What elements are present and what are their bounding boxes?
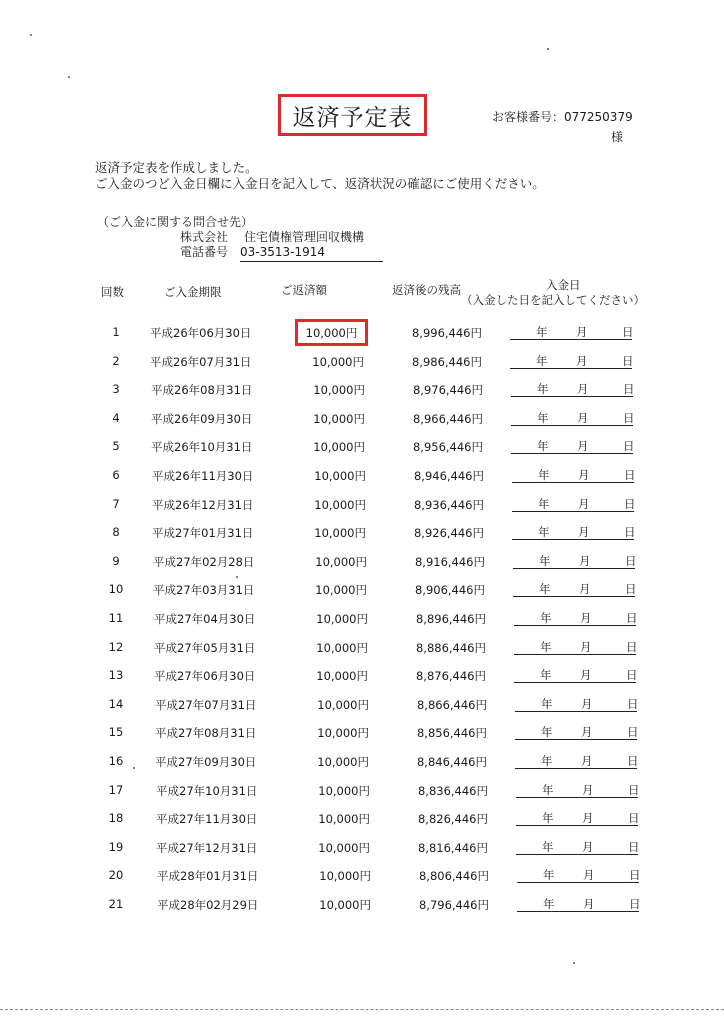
paid-date-month-label: 月 — [582, 840, 594, 854]
due-date: 平成27年04月30日 — [154, 612, 256, 626]
table-row — [0, 525, 724, 545]
remaining-balance: 8,806,446円 — [418, 869, 489, 883]
paid-date-month-label: 月 — [576, 354, 588, 368]
scan-speck — [573, 962, 575, 964]
paid-date-day-label: 日 — [627, 697, 639, 711]
payment-amount: 10,000円 — [318, 812, 370, 826]
table-row — [0, 840, 724, 860]
table-row — [0, 697, 724, 717]
payment-amount: 10,000円 — [318, 784, 370, 798]
payment-amount: 10,000円 — [316, 669, 368, 683]
table-row — [0, 811, 724, 831]
payment-amount: 10,000円 — [314, 498, 366, 512]
scan-speck — [133, 767, 135, 769]
due-date: 平成27年06月30日 — [154, 669, 256, 683]
row-number: 3 — [112, 382, 120, 396]
due-date: 平成27年11月30日 — [156, 812, 258, 826]
row-number: 14 — [108, 697, 124, 711]
paid-date-field[interactable] — [511, 439, 633, 454]
paid-date-field[interactable] — [510, 325, 632, 340]
paid-date-field[interactable] — [515, 697, 637, 712]
table-row — [0, 668, 724, 688]
remaining-balance: 8,836,446円 — [417, 784, 488, 798]
paid-date-field[interactable] — [513, 554, 635, 569]
paid-date-month-label: 月 — [578, 497, 590, 511]
row-number: 17 — [108, 783, 124, 797]
paid-date-year-label: 年 — [538, 468, 550, 482]
due-date: 平成26年10月31日 — [151, 440, 253, 454]
due-date: 平成27年01月31日 — [152, 526, 254, 540]
paid-date-field[interactable] — [514, 668, 636, 683]
contact-heading: （ご入金に関する問合せ先） — [97, 215, 254, 229]
row-number: 15 — [108, 725, 124, 739]
paid-date-field[interactable] — [515, 754, 637, 769]
paid-date-month-label: 月 — [578, 468, 590, 482]
paid-date-day-label: 日 — [624, 468, 636, 482]
remaining-balance: 8,886,446円 — [415, 641, 486, 655]
payment-amount-highlighted: 10,000円 — [295, 319, 368, 346]
table-row — [0, 640, 724, 660]
paid-date-field[interactable] — [512, 497, 634, 512]
paid-date-year-label: 年 — [542, 783, 554, 797]
paid-date-year-label: 年 — [540, 668, 552, 682]
paid-date-year-label: 年 — [538, 525, 550, 539]
row-number: 13 — [108, 668, 124, 682]
table-row — [0, 725, 724, 745]
paid-date-month-label: 月 — [577, 439, 589, 453]
phone-label: 電話番号 — [180, 245, 229, 259]
paid-date-day-label: 日 — [623, 382, 635, 396]
paid-date-year-label: 年 — [536, 354, 548, 368]
paid-date-month-label: 月 — [581, 697, 593, 711]
paid-date-month-label: 月 — [580, 668, 592, 682]
payment-amount: 10,000円 — [317, 698, 369, 712]
remaining-balance: 8,916,446円 — [414, 555, 485, 569]
paid-date-month-label: 月 — [580, 640, 592, 654]
header-no: 回数 — [101, 285, 124, 299]
row-number: 11 — [108, 611, 124, 625]
paid-date-field[interactable] — [513, 582, 635, 597]
paid-date-year-label: 年 — [536, 325, 548, 339]
remaining-balance: 8,946,446円 — [413, 469, 484, 483]
header-paid: 入金日 — [546, 278, 581, 292]
payment-amount: 10,000円 — [316, 641, 368, 655]
remaining-balance: 8,986,446円 — [411, 355, 482, 369]
row-number: 6 — [112, 468, 120, 482]
paid-date-year-label: 年 — [542, 811, 554, 825]
paid-date-month-label: 月 — [581, 725, 593, 739]
remaining-balance: 8,816,446円 — [417, 841, 488, 855]
paid-date-month-label: 月 — [580, 611, 592, 625]
paid-date-month-label: 月 — [583, 868, 595, 882]
scan-speck — [547, 48, 549, 50]
table-row — [0, 582, 724, 602]
row-number: 2 — [112, 354, 120, 368]
scan-speck — [30, 34, 32, 36]
due-date: 平成27年05月31日 — [154, 641, 256, 655]
remaining-balance: 8,876,446円 — [415, 669, 486, 683]
due-date: 平成27年10月31日 — [156, 784, 258, 798]
row-number: 9 — [112, 554, 120, 568]
paid-date-field[interactable] — [517, 868, 639, 883]
table-row — [0, 868, 724, 888]
document-title-text: 返済予定表 — [292, 104, 413, 131]
header-amount: ご返済額 — [281, 283, 327, 297]
table-row — [0, 783, 724, 803]
remaining-balance: 8,966,446円 — [412, 412, 483, 426]
remaining-balance: 8,896,446円 — [415, 612, 486, 626]
paid-date-field[interactable] — [517, 897, 639, 912]
paid-date-day-label: 日 — [625, 554, 637, 568]
remaining-balance: 8,856,446円 — [416, 726, 487, 740]
remaining-balance: 8,906,446円 — [414, 583, 485, 597]
paid-date-month-label: 月 — [582, 783, 594, 797]
due-date: 平成26年08月31日 — [151, 383, 253, 397]
paid-date-day-label: 日 — [622, 325, 634, 339]
intro-line-2: ご入金のつど入金日欄に入金日を記入して、返済状況の確認にご使用ください。 — [95, 176, 545, 191]
row-number: 16 — [108, 754, 124, 768]
row-number: 12 — [108, 640, 124, 654]
row-number: 4 — [112, 411, 120, 425]
table-row — [0, 611, 724, 631]
table-row — [0, 382, 724, 402]
paid-date-day-label: 日 — [622, 354, 634, 368]
paid-date-day-label: 日 — [628, 840, 640, 854]
row-number: 21 — [108, 897, 124, 911]
row-number: 19 — [108, 840, 124, 854]
paid-date-month-label: 月 — [583, 897, 595, 911]
intro-line-1: 返済予定表を作成しました。 — [95, 160, 258, 175]
document-title — [278, 94, 427, 136]
payment-amount: 10,000円 — [314, 469, 366, 483]
paid-date-day-label: 日 — [624, 497, 636, 511]
paid-date-year-label: 年 — [537, 439, 549, 453]
payment-amount: 10,000円 — [313, 383, 365, 397]
paid-date-day-label: 日 — [626, 611, 638, 625]
row-number: 5 — [112, 439, 120, 453]
table-row — [0, 897, 724, 917]
payment-amount: 10,000円 — [315, 583, 367, 597]
payment-amount: 10,000円 — [316, 612, 368, 626]
paid-date-field[interactable] — [511, 411, 633, 426]
remaining-balance: 8,976,446円 — [412, 383, 483, 397]
due-date: 平成27年09月30日 — [155, 755, 257, 769]
paid-date-year-label: 年 — [539, 554, 551, 568]
paid-date-month-label: 月 — [576, 325, 588, 339]
row-number: 18 — [108, 811, 124, 825]
paid-date-field[interactable] — [511, 382, 633, 397]
payment-amount: 10,000円 — [317, 755, 369, 769]
due-date: 平成26年09月30日 — [151, 412, 253, 426]
paid-date-field[interactable] — [515, 725, 637, 740]
due-date: 平成27年08月31日 — [155, 726, 257, 740]
phone-number: 03-3513-1914 — [240, 244, 383, 262]
remaining-balance: 8,866,446円 — [416, 698, 487, 712]
paid-date-day-label: 日 — [628, 783, 640, 797]
remaining-balance: 8,996,446円 — [411, 326, 482, 340]
due-date: 平成27年12月31日 — [156, 841, 258, 855]
row-number: 1 — [112, 325, 120, 339]
paid-date-day-label: 日 — [626, 640, 638, 654]
remaining-balance: 8,926,446円 — [413, 526, 484, 540]
scan-speck — [68, 76, 70, 78]
due-date: 平成27年07月31日 — [155, 698, 257, 712]
payment-amount: 10,000円 — [313, 440, 365, 454]
paid-date-year-label: 年 — [540, 611, 552, 625]
due-date: 平成26年06月30日 — [150, 326, 252, 340]
table-row — [0, 411, 724, 431]
table-row — [0, 468, 724, 488]
paid-date-day-label: 日 — [628, 811, 640, 825]
paid-date-month-label: 月 — [579, 554, 591, 568]
paid-date-month-label: 月 — [578, 525, 590, 539]
paid-date-day-label: 日 — [626, 668, 638, 682]
remaining-balance: 8,936,446円 — [413, 498, 484, 512]
header-due: ご入金期限 — [164, 285, 222, 299]
table-row — [0, 497, 724, 517]
header-paid-note: （入金した日を記入してください） — [461, 293, 645, 307]
remaining-balance: 8,796,446円 — [418, 898, 489, 912]
paid-date-day-label: 日 — [627, 725, 639, 739]
payment-amount: 10,000円 — [315, 555, 367, 569]
paid-date-month-label: 月 — [577, 411, 589, 425]
paid-date-year-label: 年 — [540, 640, 552, 654]
paid-date-field[interactable] — [516, 840, 638, 855]
due-date: 平成26年12月31日 — [152, 498, 254, 512]
paid-date-field[interactable] — [512, 525, 634, 540]
payment-amount: 10,000円 — [314, 526, 366, 540]
due-date: 平成27年02月28日 — [153, 555, 255, 569]
company-prefix: 株式会社 — [180, 230, 229, 244]
payment-amount: 10,000円 — [319, 898, 371, 912]
paid-date-field[interactable] — [516, 783, 638, 798]
paid-date-field[interactable] — [510, 354, 632, 369]
payment-amount: 10,000円 — [318, 841, 370, 855]
table-row — [0, 439, 724, 459]
company-name: 住宅債権管理回収機構 — [244, 230, 365, 244]
table-row — [0, 325, 724, 345]
paid-date-month-label: 月 — [582, 811, 594, 825]
payment-amount: 10,000円 — [313, 412, 365, 426]
paid-date-year-label: 年 — [542, 840, 554, 854]
paid-date-day-label: 日 — [623, 411, 635, 425]
customer-number: お客様番号：077250379 — [492, 110, 633, 124]
paid-date-year-label: 年 — [541, 697, 553, 711]
due-date: 平成26年11月30日 — [152, 469, 254, 483]
payment-amount: 10,000円 — [312, 355, 364, 369]
paid-date-year-label: 年 — [543, 897, 555, 911]
table-row — [0, 554, 724, 574]
remaining-balance: 8,956,446円 — [412, 440, 483, 454]
paid-date-day-label: 日 — [627, 754, 639, 768]
due-date: 平成28年01月31日 — [157, 869, 259, 883]
paid-date-day-label: 日 — [629, 897, 641, 911]
paid-date-day-label: 日 — [624, 525, 636, 539]
remaining-balance: 8,846,446円 — [416, 755, 487, 769]
paid-date-year-label: 年 — [541, 754, 553, 768]
paid-date-month-label: 月 — [581, 754, 593, 768]
paid-date-field[interactable] — [516, 811, 638, 826]
honorific: 様 — [611, 130, 624, 144]
paid-date-day-label: 日 — [623, 439, 635, 453]
paid-date-field[interactable] — [512, 468, 634, 483]
paid-date-year-label: 年 — [537, 382, 549, 396]
paid-date-day-label: 日 — [629, 868, 641, 882]
header-balance: 返済後の残高 — [392, 283, 461, 297]
row-number: 8 — [112, 525, 120, 539]
paid-date-year-label: 年 — [537, 411, 549, 425]
row-number: 7 — [112, 497, 120, 511]
paid-date-year-label: 年 — [538, 497, 550, 511]
paid-date-month-label: 月 — [577, 382, 589, 396]
row-number: 20 — [108, 868, 124, 882]
payment-amount: 10,000円 — [317, 726, 369, 740]
paid-date-day-label: 日 — [625, 582, 637, 596]
row-number: 10 — [108, 582, 124, 596]
table-row — [0, 754, 724, 774]
due-date: 平成26年07月31日 — [150, 355, 252, 369]
due-date: 平成28年02月29日 — [157, 898, 259, 912]
paid-date-field[interactable] — [514, 611, 636, 626]
scan-speck — [236, 576, 238, 578]
paid-date-field[interactable] — [514, 640, 636, 655]
payment-amount: 10,000円 — [319, 869, 371, 883]
paid-date-year-label: 年 — [539, 582, 551, 596]
bottom-rule — [0, 1009, 724, 1010]
paid-date-year-label: 年 — [543, 868, 555, 882]
due-date: 平成27年03月31日 — [153, 583, 255, 597]
table-row — [0, 354, 724, 374]
remaining-balance: 8,826,446円 — [417, 812, 488, 826]
paid-date-month-label: 月 — [579, 582, 591, 596]
paid-date-year-label: 年 — [541, 725, 553, 739]
